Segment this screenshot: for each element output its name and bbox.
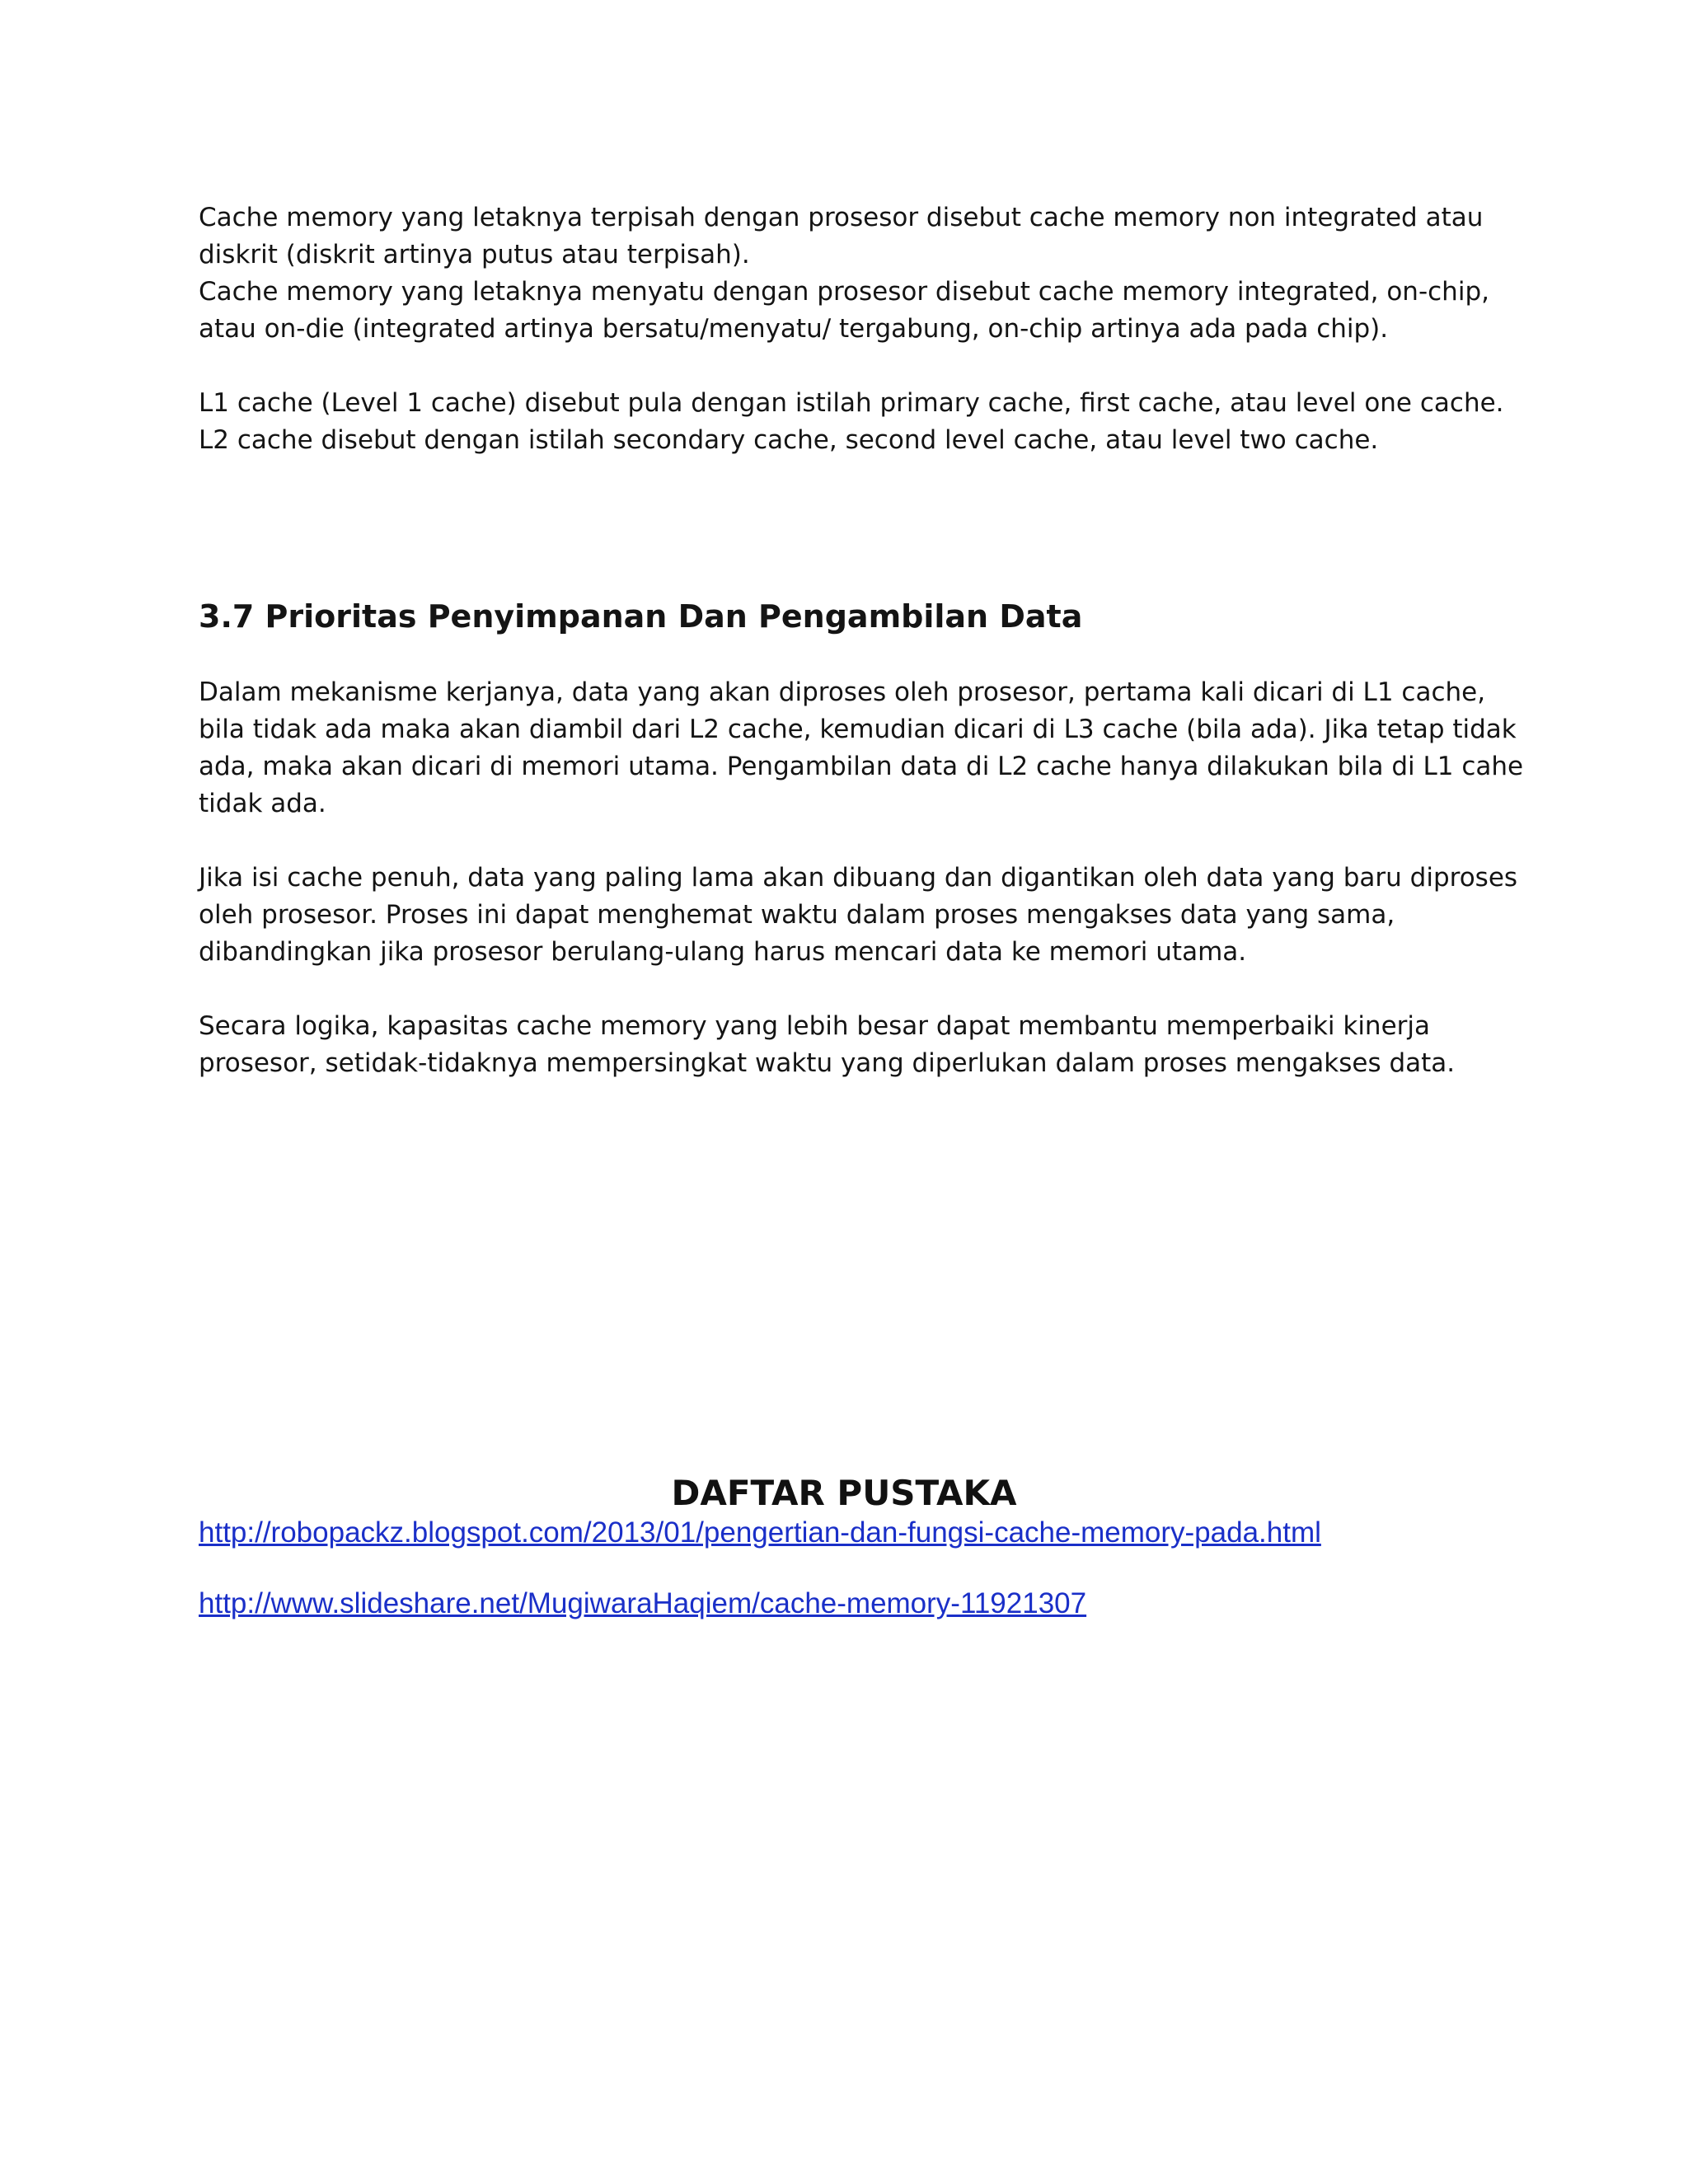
text-line: tidak ada.: [199, 789, 326, 818]
section-heading: 3.7 Prioritas Penyimpanan Dan Pengambilan Data: [199, 598, 1083, 635]
text-line: Secara logika, kapasitas cache memory yang lebih besar dapat membantu memperbaiki kinerja: [199, 1011, 1431, 1041]
intro-section: [199, 199, 1517, 459]
text-line: Cache memory yang letaknya terpisah dengan prosesor disebut cache memory non integrated atau: [199, 203, 1484, 232]
text-line: Dalam mekanisme kerjanya, data yang akan diproses oleh prosesor, pertama kali dicari di L1 cache,: [199, 677, 1486, 707]
intro-paragraph: [199, 199, 1517, 348]
text-line: diskrit (diskrit artinya putus atau terpisah).: [199, 240, 750, 269]
paragraph-gap: [199, 348, 1517, 385]
mechanism-paragraph: [199, 674, 1524, 823]
text-line: ada, maka akan dicari di memori utama. Pengambilan data di L2 cache hanya dilakukan bila di L1 cahe: [199, 752, 1524, 781]
paragraph-gap: [199, 823, 1517, 860]
cache-full-paragraph: [199, 860, 1517, 971]
text-line: L1 cache (Level 1 cache) disebut pula dengan istilah primary cache, first cache, atau level one cache.: [199, 388, 1504, 418]
capacity-paragraph: [199, 1008, 1517, 1082]
reference-gap: [199, 1551, 1321, 1586]
references-list: [199, 1515, 1321, 1622]
reference-link[interactable]: http://www.slideshare.net/MugiwaraHaqiem/cache-memory-11921307: [199, 1587, 1087, 1619]
text-line: bila tidak ada maka akan diambil dari L2 cache, kemudian dicari di L3 cache (bila ada). Jika tetap tidak: [199, 715, 1517, 744]
cache-levels-paragraph: [199, 385, 1517, 459]
text-line: dibandingkan jika prosesor berulang-ulang harus mencari data ke memori utama.: [199, 937, 1247, 967]
reference-link[interactable]: http://robopackz.blogspot.com/2013/01/pengertian-dan-fungsi-cache-memory-pada.html: [199, 1516, 1321, 1549]
text-line: Jika isi cache penuh, data yang paling lama akan dibuang dan digantikan oleh data yang baru diproses: [199, 863, 1518, 893]
text-line: oleh prosesor. Proses ini dapat menghemat waktu dalam proses mengakses data yang sama,: [199, 900, 1395, 930]
section-body: [199, 674, 1524, 1082]
text-line: Cache memory yang letaknya menyatu dengan prosesor disebut cache memory integrated, on-chip,: [199, 277, 1489, 307]
references-title: DAFTAR PUSTAKA: [671, 1473, 1017, 1513]
text-line: atau on-die (integrated artinya bersatu/menyatu/ tergabung, on-chip artinya ada pada chip).: [199, 314, 1389, 344]
text-line: L2 cache disebut dengan istilah secondary cache, second level cache, atau level two cache.: [199, 425, 1379, 455]
paragraph-gap: [199, 971, 1517, 1008]
text-line: prosesor, setidak-tidaknya mempersingkat waktu yang diperlukan dalam proses mengakses data.: [199, 1048, 1456, 1078]
